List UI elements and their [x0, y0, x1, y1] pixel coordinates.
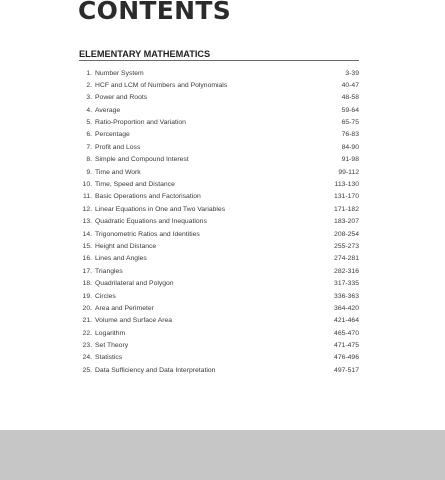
toc-entry-number: 1.	[86, 69, 92, 77]
toc-entry-number: 10.	[82, 181, 92, 189]
toc-entry-title: Triangles	[95, 267, 123, 275]
toc-entry-title: Time and Work	[95, 168, 141, 176]
toc-entry-title: Height and Distance	[95, 242, 157, 250]
toc-entry-number: 4.	[86, 106, 92, 114]
toc-entry-number: 16.	[82, 255, 92, 263]
toc-entry-title: Time, Speed and Distance	[95, 181, 175, 189]
toc-entry-title: Ratio-Proportion and Variation	[95, 119, 186, 127]
toc-entry-title: Volume and Surface Area	[95, 317, 173, 325]
toc-entry-pages: 255-273	[334, 242, 359, 250]
toc-entry-pages: 208-254	[334, 230, 359, 238]
toc-entry-number: 12.	[82, 205, 92, 213]
toc-entry[interactable]	[79, 80, 359, 92]
toc-entry-pages: 65-75	[341, 119, 359, 127]
toc-entry[interactable]	[79, 229, 359, 241]
toc-entry[interactable]	[79, 365, 359, 377]
toc-entry[interactable]	[79, 92, 359, 104]
toc-entry[interactable]	[79, 340, 359, 352]
toc-entry-title: Simple and Compound Interest	[95, 156, 189, 164]
toc-entry-number: 11.	[83, 193, 92, 201]
toc-entry-number: 18.	[82, 280, 92, 288]
toc-entry[interactable]	[79, 68, 359, 80]
table-of-contents	[79, 68, 359, 378]
toc-entry-pages: 40-47	[341, 81, 359, 89]
toc-entry-number: 25.	[82, 366, 92, 374]
toc-entry[interactable]	[79, 291, 359, 303]
toc-entry-number: 13.	[82, 218, 92, 226]
toc-entry-title: Logarithm	[95, 329, 126, 337]
toc-entry-number: 22.	[82, 329, 92, 337]
section-heading: ELEMENTARY MATHEMATICS	[79, 49, 211, 59]
toc-entry-title: Statistics	[95, 354, 123, 362]
toc-entry[interactable]	[79, 154, 359, 166]
toc-entry-number: 20.	[82, 304, 92, 312]
toc-entry-number: 8.	[86, 156, 92, 164]
toc-entry-title: Power and Roots	[95, 94, 148, 102]
toc-entry-pages: 364-420	[334, 304, 359, 312]
toc-entry-title: Circles	[95, 292, 116, 300]
toc-entry-number: 9.	[86, 168, 92, 176]
toc-entry[interactable]	[79, 352, 359, 364]
toc-entry-pages: 471-475	[334, 342, 359, 350]
section-divider	[79, 60, 359, 61]
toc-entry-number: 6.	[86, 131, 92, 139]
toc-entry[interactable]	[79, 278, 359, 290]
toc-entry[interactable]	[79, 303, 359, 315]
toc-entry-title: Profit and Loss	[95, 143, 141, 151]
toc-entry-number: 5.	[86, 119, 92, 127]
toc-entry-title: Lines and Angles	[95, 255, 147, 263]
toc-entry-number: 3.	[86, 94, 92, 102]
toc-entry-title: Basic Operations and Factorisation	[95, 193, 201, 201]
toc-entry-pages: 465-470	[334, 329, 359, 337]
toc-entry-pages: 476-496	[334, 354, 359, 362]
toc-entry[interactable]	[79, 216, 359, 228]
toc-entry-pages: 282-316	[334, 267, 359, 275]
toc-entry[interactable]	[79, 266, 359, 278]
toc-entry-number: 21.	[82, 317, 92, 325]
toc-entry-title: HCF and LCM of Numbers and Polynomials	[95, 81, 228, 89]
toc-entry[interactable]	[79, 179, 359, 191]
toc-entry-number: 14.	[82, 230, 92, 238]
toc-entry[interactable]	[79, 253, 359, 265]
toc-entry-title: Data Sufficiency and Data Interpretation	[95, 366, 216, 374]
toc-entry-number: 23.	[82, 342, 92, 350]
toc-entry[interactable]	[79, 204, 359, 216]
toc-entry-title: Set Theory	[95, 342, 129, 350]
footer-bar	[0, 430, 445, 480]
toc-entry[interactable]	[79, 129, 359, 141]
toc-entry-title: Percentage	[95, 131, 130, 139]
toc-entry[interactable]	[79, 105, 359, 117]
page-title: CONTENTS	[78, 0, 232, 25]
toc-entry[interactable]	[79, 167, 359, 179]
toc-entry-number: 19.	[82, 292, 92, 300]
toc-entry[interactable]	[79, 191, 359, 203]
toc-entry-number: 15.	[82, 242, 92, 250]
toc-entry-pages: 3-39	[345, 69, 359, 77]
toc-entry-pages: 421-464	[334, 317, 359, 325]
toc-entry-pages: 113-130	[334, 181, 359, 189]
toc-entry-title: Linear Equations in One and Two Variables	[95, 205, 226, 213]
toc-entry[interactable]	[79, 315, 359, 327]
toc-entry-pages: 59-64	[341, 106, 359, 114]
toc-entry-title: Quadratic Equations and Inequations	[95, 218, 207, 226]
toc-entry-title: Area and Perimeter	[95, 304, 154, 312]
toc-entry-pages: 497-517	[334, 366, 359, 374]
toc-entry-title: Quadrilateral and Polygon	[95, 280, 174, 288]
toc-entry-number: 24.	[82, 354, 92, 362]
toc-entry-pages: 274-281	[334, 255, 359, 263]
toc-entry-pages: 84-90	[341, 143, 359, 151]
toc-entry-pages: 317-335	[334, 280, 359, 288]
toc-entry[interactable]	[79, 117, 359, 129]
toc-entry-pages: 131-170	[334, 193, 359, 201]
toc-entry-number: 2.	[86, 81, 92, 89]
toc-entry[interactable]	[79, 241, 359, 253]
toc-entry-pages: 336-363	[334, 292, 359, 300]
toc-entry-title: Number System	[95, 69, 144, 77]
toc-entry-pages: 183-207	[334, 218, 359, 226]
toc-entry[interactable]	[79, 328, 359, 340]
toc-entry-pages: 99-112	[338, 168, 359, 176]
toc-entry[interactable]	[79, 142, 359, 154]
toc-entry-number: 7.	[86, 143, 92, 151]
toc-entry-pages: 76-83	[341, 131, 359, 139]
toc-entry-pages: 48-58	[341, 94, 359, 102]
toc-entry-title: Average	[95, 106, 121, 114]
toc-entry-pages: 171-182	[334, 205, 359, 213]
toc-entry-pages: 91-98	[341, 156, 359, 164]
toc-entry-title: Trigonometric Ratios and Identities	[95, 230, 200, 238]
toc-entry-number: 17.	[82, 267, 92, 275]
